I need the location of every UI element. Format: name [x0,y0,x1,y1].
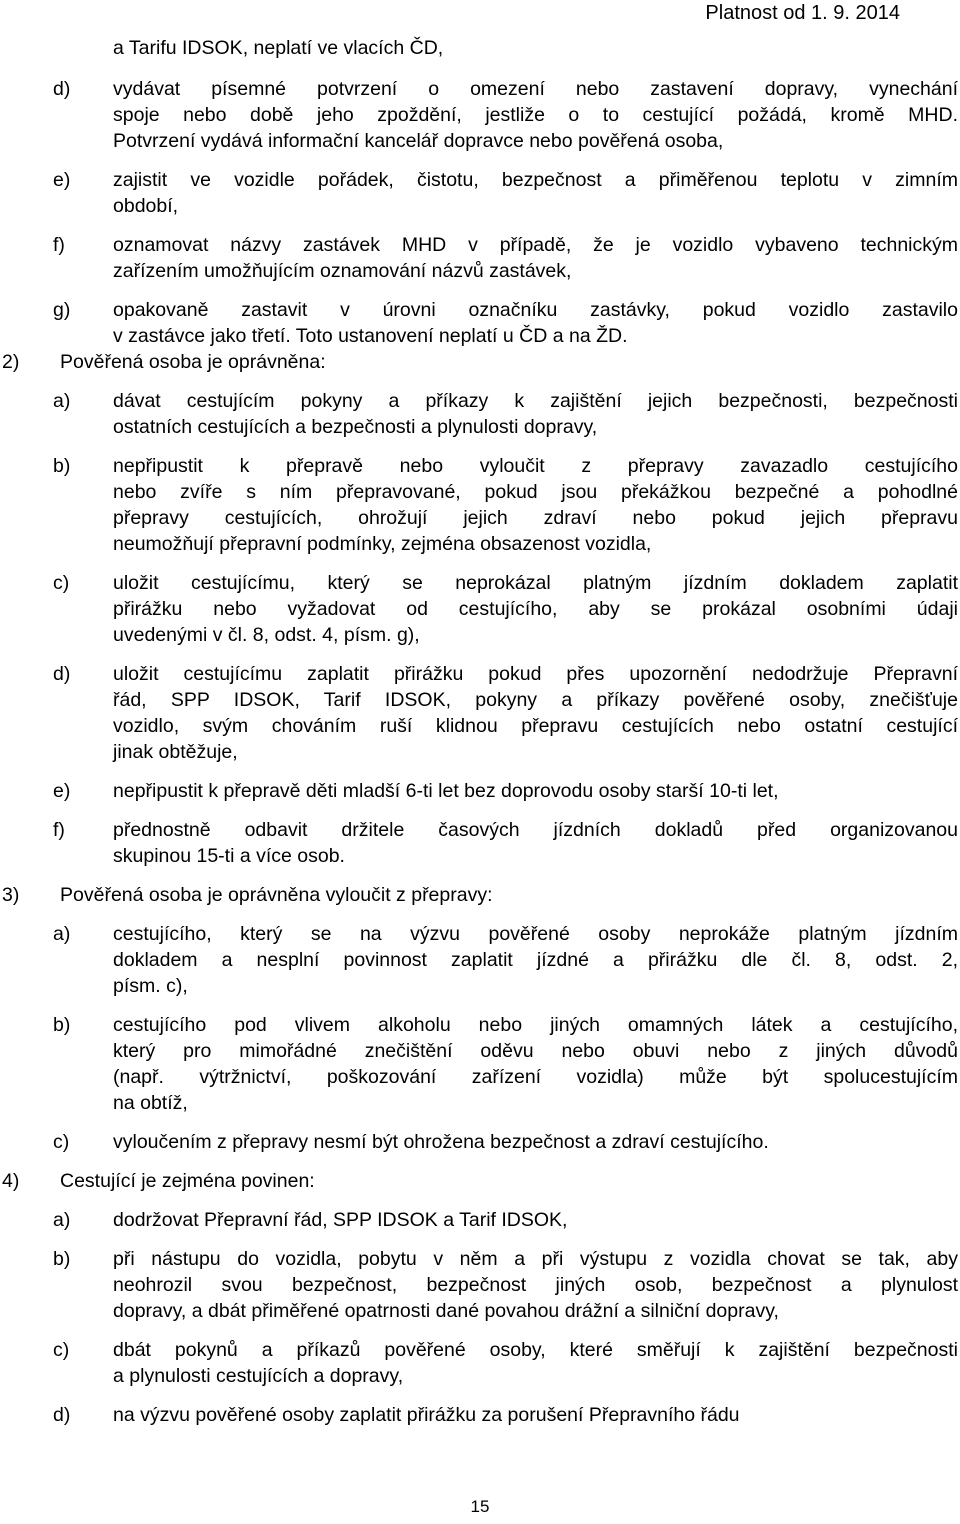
list-item-label: c) [53,1131,70,1153]
paragraph-line: nepřipustit k přepravě nebo vyloučit z přepravy zavazadlo cestujícího [113,455,958,477]
paragraph-line: cestujícího, který se na výzvu pověřené osoby neprokáže platným jízdním [113,923,958,945]
list-item [53,570,958,648]
list-item [53,778,958,804]
validity-header: Platnost od 1. 9. 2014 [705,2,900,24]
page-number: 15 [470,1497,490,1516]
paragraph-line: zařízením umožňujícím oznamování názvů zastávek, [113,260,572,282]
paragraph-line: písm. c), [113,975,188,997]
section-2-title: Pověřená osoba je oprávněna: [60,351,326,373]
paragraph-line: na výzvu pověřené osoby zaplatit přirážku za porušení Přepravního řádu [113,1404,740,1426]
list-item [53,1129,958,1155]
list-item-label: d) [53,78,71,100]
list-item [53,921,958,999]
list-item-label: b) [53,1248,71,1270]
paragraph-line: přepravy cestujících, ohrožují jejich zdraví nebo pokud jejich přepravu [113,507,958,529]
list-item-label: a) [53,923,71,945]
paragraph-line: který pro mimořádné znečištění oděvu nebo obuvi nebo z jiných důvodů [113,1040,958,1062]
list-item-label: g) [53,299,71,321]
paragraph-line: cestujícího pod vlivem alkoholu nebo jiných omamných látek a cestujícího, [113,1014,958,1036]
list-item-label: e) [53,780,71,802]
paragraph-line: období, [113,195,179,217]
list-item [53,453,958,557]
paragraph-line: uložit cestujícímu zaplatit přirážku pokud přes upozornění nedodržuje Přepravní [113,663,958,685]
paragraph-line: uložit cestujícímu, který se neprokázal platným jízdním dokladem zaplatit [113,572,958,594]
paragraph-line: skupinou 15-ti a více osob. [113,845,345,867]
paragraph-line: Potvrzení vydává informační kancelář dopravce nebo pověřená osoba, [113,130,724,152]
paragraph-line: dodržovat Přepravní řád, SPP IDSOK a Tarif IDSOK, [113,1209,568,1231]
list-item [53,232,958,284]
paragraph-line: vozidlo, svým chováním ruší klidnou přepravu cestujících nebo ostatní cestující [113,715,958,737]
paragraph-line: dokladem a nesplní povinnost zaplatit jízdné a přirážku dle čl. 8, odst. 2, [113,949,958,971]
list-item [53,661,958,765]
list-item [53,297,958,349]
section-2-number: 2) [2,351,20,373]
paragraph-line: uvedenými v čl. 8, odst. 4, písm. g), [113,624,420,646]
paragraph-line: přirážku nebo vyžadovat od cestujícího, aby se prokázal osobními údaji [113,598,958,620]
list-item-label: a) [53,390,71,412]
list-item-label: f) [53,234,65,256]
list-item [53,76,958,154]
paragraph-line: nepřipustit k přepravě děti mladší 6-ti let bez doprovodu osoby starší 10-ti let, [113,780,779,802]
list-item-label: f) [53,819,65,841]
continuation-line: a Tarifu IDSOK, neplatí ve vlacích ČD, [113,37,444,59]
list-item-label: c) [53,572,70,594]
list-item-label: c) [53,1339,70,1361]
list-item [53,817,958,869]
section-4-title: Cestující je zejména povinen: [60,1170,315,1192]
paragraph-line: vyloučením z přepravy nesmí být ohrožena bezpečnost a zdraví cestujícího. [113,1131,769,1153]
section-3-number: 3) [2,884,20,906]
paragraph-line: vydávat písemné potvrzení o omezení nebo zastavení dopravy, vynechání [113,78,958,100]
paragraph-line: při nástupu do vozidla, pobytu v něm a při výstupu z vozidla chovat se tak, aby [113,1248,958,1270]
paragraph-line: dbát pokynů a příkazů pověřené osoby, které směřují k zajištění bezpečnosti [113,1339,958,1361]
list-item-label: e) [53,169,71,191]
list-item [53,1246,958,1324]
paragraph-line: přednostně odbavit držitele časových jízdních dokladů před organizovanou [113,819,958,841]
paragraph-line: zajistit ve vozidle pořádek, čistotu, bezpečnost a přiměřenou teplotu v zimním [113,169,958,191]
paragraph-line: řád, SPP IDSOK, Tarif IDSOK, pokyny a příkazy pověřené osoby, znečišťuje [113,689,958,711]
paragraph-line: a plynulosti cestujících a dopravy, [113,1365,404,1387]
list-item-label: d) [53,663,71,685]
paragraph-line: dopravy, a dbát přiměřené opatrnosti dané povahou drážní a silniční dopravy, [113,1300,779,1322]
paragraph-line: jinak obtěžuje, [113,741,238,763]
list-item [53,167,958,219]
section-3-title: Pověřená osoba je oprávněna vyloučit z přepravy: [60,884,493,906]
section-4-number: 4) [2,1170,20,1192]
paragraph-line: opakovaně zastavit v úrovni označníku zastávky, pokud vozidlo zastavilo [113,299,958,321]
paragraph-line: v zastávce jako třetí. Toto ustanovení neplatí u ČD a na ŽD. [113,325,628,347]
list-item-label: a) [53,1209,71,1231]
list-item [53,1207,958,1233]
paragraph-line: (např. výtržnictví, poškozování zařízení vozidla) může být spolucestujícím [113,1066,958,1088]
list-item [53,1337,958,1389]
paragraph-line: na obtíž, [113,1092,188,1114]
paragraph-line: dávat cestujícím pokyny a příkazy k zajištění jejich bezpečnosti, bezpečnosti [113,390,958,412]
paragraph-line: ostatních cestujících a bezpečnosti a plynulosti dopravy, [113,416,598,438]
list-item [53,1012,958,1116]
paragraph-line: nebo zvíře s ním přepravované, pokud jsou překážkou bezpečné a pohodlné [113,481,958,503]
paragraph-line: oznamovat názvy zastávek MHD v případě, že je vozidlo vybaveno technickým [113,234,958,256]
paragraph-line: neohrozil svou bezpečnost, bezpečnost jiných osob, bezpečnost a plynulost [113,1274,958,1296]
paragraph-line: spoje nebo době jeho zpoždění, jestliže o to cestující požádá, kromě MHD. [113,104,958,126]
list-item-label: b) [53,1014,71,1036]
list-item-label: d) [53,1404,71,1426]
list-item-label: b) [53,455,71,477]
list-item [53,1402,958,1428]
paragraph-line: neumožňují přepravní podmínky, zejména obsazenost vozidla, [113,533,652,555]
list-item [53,388,958,440]
